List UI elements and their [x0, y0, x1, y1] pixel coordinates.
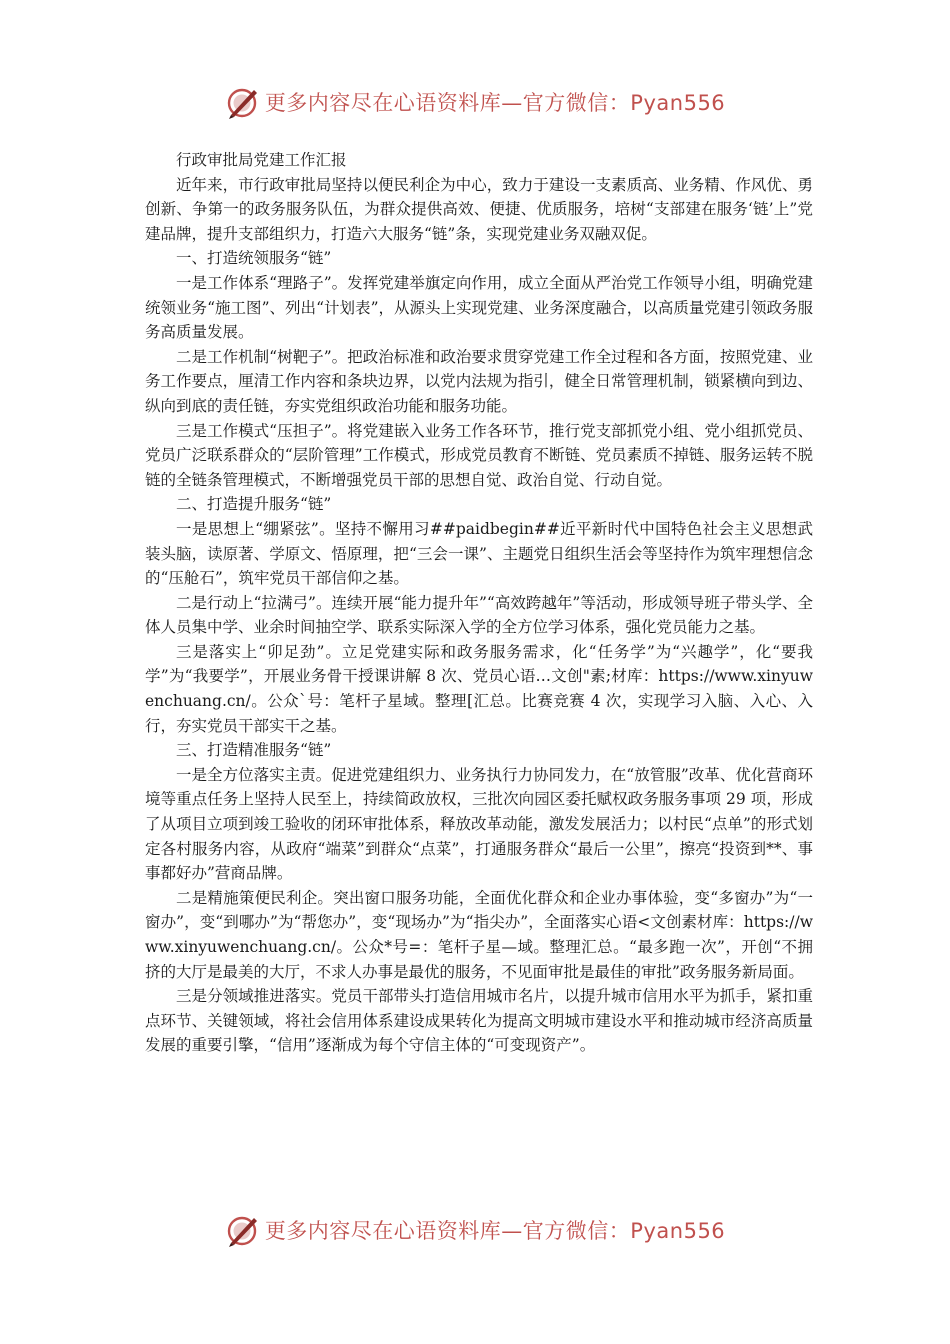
- document-body: [145, 148, 813, 1058]
- watermark-text: 更多内容尽在心语资料库—官方微信：Pyan556: [264, 1219, 726, 1243]
- paragraph: 二是工作机制“树靶子”。把政治标准和政治要求贯穿党建工作全过程和各方面，按照党建、业务工作要点，厘清工作内容和条块边界，以党内法规为指引，健全日常管理机制，锁紧横向到边、纵向到底的责任链，夯实党组织政治功能和服务功能。: [145, 347, 813, 415]
- header-watermark-banner: [0, 80, 950, 124]
- pen-logo-icon: [225, 1212, 261, 1248]
- paragraph: 三是落实上“卯足劲”。立足党建实际和政务服务需求，化“任务学”为“兴趣学”，化“要我学”为“我要学”，开展业务骨干授课讲解 8 次、党员心语…文创"素;材库：https://www.xinyuwenchuang.cn/。公众`号：笔杆子星域。整理[汇总。比赛竞赛 4 次，实现学习入脑、入心、入行，夯实党员干部实干之基。: [145, 642, 813, 735]
- footer-watermark-banner: [0, 1208, 950, 1252]
- watermark-text: 更多内容尽在心语资料库—官方微信：Pyan556: [264, 91, 726, 115]
- paragraph: 三是分领域推进落实。党员干部带头打造信用城市名片，以提升城市信用水平为抓手，紧扣重点环节、关键领域，将社会信用体系建设成果转化为提高文明城市建设水平和推动城市经济高质量发展的重要引擎，“信用”逐渐成为每个守信主体的“可变现资产”。: [145, 987, 813, 1055]
- paragraph: 一是思想上“绷紧弦”。坚持不懈用习##paidbegin##近平新时代中国特色社会主义思想武装头脑，读原著、学原文、悟原理，把“三会一课”、主题党日组织生活会等坚持作为筑牢理想信念的“压舱石”，筑牢党员干部信仰之基。: [145, 519, 813, 588]
- paragraph: 一是工作体系“理路子”。发挥党建举旗定向作用，成立全面从严治党工作领导小组，明确党建统领业务“施工图”、列出“计划表”，从源头上实现党建、业务深度融合，以高质量党建引领政务服务高质量发展。: [145, 273, 813, 342]
- section-heading: 二、打造提升服务“链”: [176, 495, 332, 514]
- section-heading: 一、打造统领服务“链”: [176, 249, 332, 268]
- document-title: 行政审批局党建工作汇报: [176, 151, 347, 169]
- pen-logo-icon: [225, 84, 261, 120]
- paragraph: 一是全方位落实主责。促进党建组织力、业务执行力协同发力，在“放管服”改革、优化营商环境等重点任务上坚持人民至上，持续简政放权，三批次向园区委托赋权政务服务事项 29 项，形成了从项目立项到竣工验收的闭环审批体系，释放改革动能，激发发展活力；以村民“点单”的形式划定各村服务内容，从政府“端菜”到群众“点菜”，打通服务群众“最后一公里”，擦亮“投资到**、事事都好办”营商品牌。: [145, 765, 813, 883]
- paragraph: 二是精施策便民利企。突出窗口服务功能，全面优化群众和企业办事体验，变“多窗办”为“一窗办”，变“到哪办”为“帮您办”，变“现场办”为“指尖办”，全面落实心语<文创素材库：https://www.xinyuwenchuang.cn/。公众*号=：笔杆子星—域。整理汇总。“最多跑一次”，开创“不拥挤的大厅是最美的大厅，不求人办事是最优的服务，不见面审批是最佳的审批”政务服务新局面。: [145, 888, 813, 981]
- section-heading: 三、打造精准服务“链”: [176, 741, 332, 760]
- paragraph: 三是工作模式“压担子”。将党建嵌入业务工作各环节，推行党支部抓党小组、党小组抓党员、党员广泛联系群众的“层阶管理”工作模式，形成党员教育不断链、党员素质不掉链、服务运转不脱链的全链条管理模式，不断增强党员干部的思想自觉、政治自觉、行动自觉。: [145, 421, 813, 489]
- paragraph: 近年来，市行政审批局坚持以便民利企为中心，致力于建设一支素质高、业务精、作风优、勇创新、争第一的政务服务队伍，为群众提供高效、便捷、优质服务，培树“支部建在服务‘链’上”党建品牌，提升支部组织力，打造六大服务“链”条，实现党建业务双融双促。: [145, 175, 813, 243]
- paragraph: 二是行动上“拉满弓”。连续开展“能力提升年”“高效跨越年”等活动，形成领导班子带头学、全体人员集中学、业余时间抽空学、联系实际深入学的全方位学习体系，强化党员能力之基。: [145, 593, 813, 637]
